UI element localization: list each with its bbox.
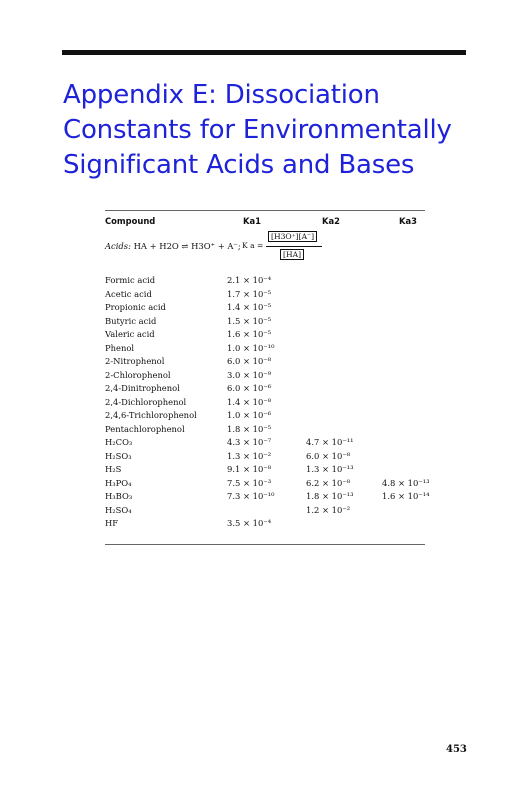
dissociation-table bbox=[105, 210, 430, 545]
table-bottom-rule bbox=[105, 544, 425, 545]
acids-reaction bbox=[105, 241, 241, 251]
compound-cell: Valeric acid bbox=[105, 329, 155, 339]
compound-cell: 2,4,6-Trichlorophenol bbox=[105, 410, 197, 420]
top-rule bbox=[62, 50, 466, 55]
ka3-cell: 1.6 × 10⁻¹⁴ bbox=[382, 491, 430, 501]
compound-cell: H₃PO₄ bbox=[105, 477, 132, 488]
title-line: Appendix E: Dissociation bbox=[63, 80, 380, 110]
ka1-cell: 7.5 × 10⁻³ bbox=[227, 477, 272, 488]
table-row bbox=[105, 437, 425, 451]
table-row bbox=[105, 518, 425, 532]
ka1-cell: 4.3 × 10⁻⁷ bbox=[227, 437, 272, 447]
page-title bbox=[63, 78, 493, 183]
compound-cell: HF bbox=[105, 518, 119, 528]
ka2-cell: 1.8 × 10⁻¹³ bbox=[306, 491, 354, 501]
table-row bbox=[105, 343, 425, 357]
compound-cell: Formic acid bbox=[105, 275, 156, 285]
table-row bbox=[105, 505, 425, 519]
compound-cell: Pentachlorophenol bbox=[105, 423, 185, 434]
table-row bbox=[105, 370, 425, 384]
ka1-cell: 1.0 × 10⁻¹⁰ bbox=[227, 342, 275, 353]
ka2-cell: 6.0 × 10⁻⁸ bbox=[306, 450, 351, 461]
compound-cell: Acetic acid bbox=[105, 288, 152, 299]
formula-denominator: [HA] bbox=[280, 249, 304, 260]
header-ka3: Ka3 bbox=[399, 216, 417, 226]
ka2-cell: 1.2 × 10⁻² bbox=[306, 504, 351, 515]
compound-cell: H₂SO₄ bbox=[105, 504, 132, 515]
ka1-cell: 1.5 × 10⁻⁵ bbox=[227, 315, 272, 326]
table-row bbox=[105, 491, 430, 505]
ka1-cell: 3.0 × 10⁻⁹ bbox=[227, 369, 272, 380]
table-row bbox=[105, 464, 425, 478]
ka1-cell: 1.7 × 10⁻⁵ bbox=[227, 288, 272, 299]
ka1-cell: 9.1 × 10⁻⁸ bbox=[227, 464, 272, 474]
table-header bbox=[105, 211, 425, 229]
table-row bbox=[105, 356, 425, 370]
title-line: Significant Acids and Bases bbox=[63, 150, 415, 180]
header-compound: Compound bbox=[105, 216, 156, 226]
formula-numerator: [H3O⁺][A⁻] bbox=[268, 231, 317, 242]
ka2-cell: 4.7 × 10⁻¹¹ bbox=[306, 437, 354, 447]
compound-cell: Phenol bbox=[105, 342, 135, 353]
compound-cell: H₂SO₃ bbox=[105, 450, 132, 461]
ka1-cell: 1.8 × 10⁻⁵ bbox=[227, 423, 272, 434]
compound-cell: H₂S bbox=[105, 464, 122, 474]
table-row bbox=[105, 477, 430, 492]
title-line: Constants for Environmentally bbox=[63, 115, 452, 145]
compound-cell: Butyric acid bbox=[105, 315, 157, 326]
acids-equation bbox=[105, 229, 425, 267]
ka1-cell: 1.4 × 10⁻⁸ bbox=[227, 396, 272, 407]
acids-label: Acids: bbox=[105, 241, 131, 251]
ka1-cell: 6.0 × 10⁻⁶ bbox=[227, 383, 272, 393]
compound-cell: Propionic acid bbox=[105, 302, 166, 312]
page-number: 453 bbox=[446, 744, 467, 755]
ka1-cell: 2.1 × 10⁻⁴ bbox=[227, 275, 272, 285]
table-row bbox=[105, 410, 425, 424]
ka1-cell: 1.0 × 10⁻⁶ bbox=[227, 410, 272, 420]
compound-cell: 2,4-Dichlorophenol bbox=[105, 396, 187, 407]
ka3-cell: 4.8 × 10⁻¹³ bbox=[382, 477, 430, 488]
ka1-cell: 1.6 × 10⁻⁵ bbox=[227, 329, 272, 339]
fraction-bar bbox=[266, 246, 322, 247]
table-row bbox=[105, 383, 425, 397]
ka-formula bbox=[242, 229, 332, 267]
compound-cell: H₃BO₃ bbox=[105, 491, 133, 501]
table-row bbox=[105, 316, 425, 330]
compound-cell: 2-Nitrophenol bbox=[105, 356, 165, 366]
ka1-cell: 1.3 × 10⁻² bbox=[227, 450, 272, 461]
formula-lhs: K a = bbox=[242, 241, 264, 250]
table-row bbox=[105, 289, 425, 303]
table-row bbox=[105, 424, 425, 438]
ka1-cell: 7.3 × 10⁻¹⁰ bbox=[227, 491, 275, 501]
table-row bbox=[105, 302, 425, 316]
table-body bbox=[105, 275, 430, 532]
header-ka1: Ka1 bbox=[243, 216, 261, 226]
table-row bbox=[105, 397, 425, 411]
table-row bbox=[105, 275, 425, 289]
ka1-cell: 3.5 × 10⁻⁴ bbox=[227, 518, 272, 528]
ka1-cell: 1.4 × 10⁻⁵ bbox=[227, 302, 272, 312]
table-row bbox=[105, 451, 425, 465]
compound-cell: 2-Chlorophenol bbox=[105, 369, 171, 380]
ka2-cell: 1.3 × 10⁻¹³ bbox=[306, 464, 354, 474]
ka2-cell: 6.2 × 10⁻⁸ bbox=[306, 477, 351, 488]
table-row bbox=[105, 329, 425, 343]
header-ka2: Ka2 bbox=[322, 216, 340, 226]
compound-cell: H₂CO₃ bbox=[105, 437, 133, 447]
reaction-text: HA + H2O ⇌ H3O⁺ + A⁻; bbox=[133, 241, 241, 251]
ka1-cell: 6.0 × 10⁻⁸ bbox=[227, 356, 272, 366]
compound-cell: 2,4-Dinitrophenol bbox=[105, 383, 180, 393]
